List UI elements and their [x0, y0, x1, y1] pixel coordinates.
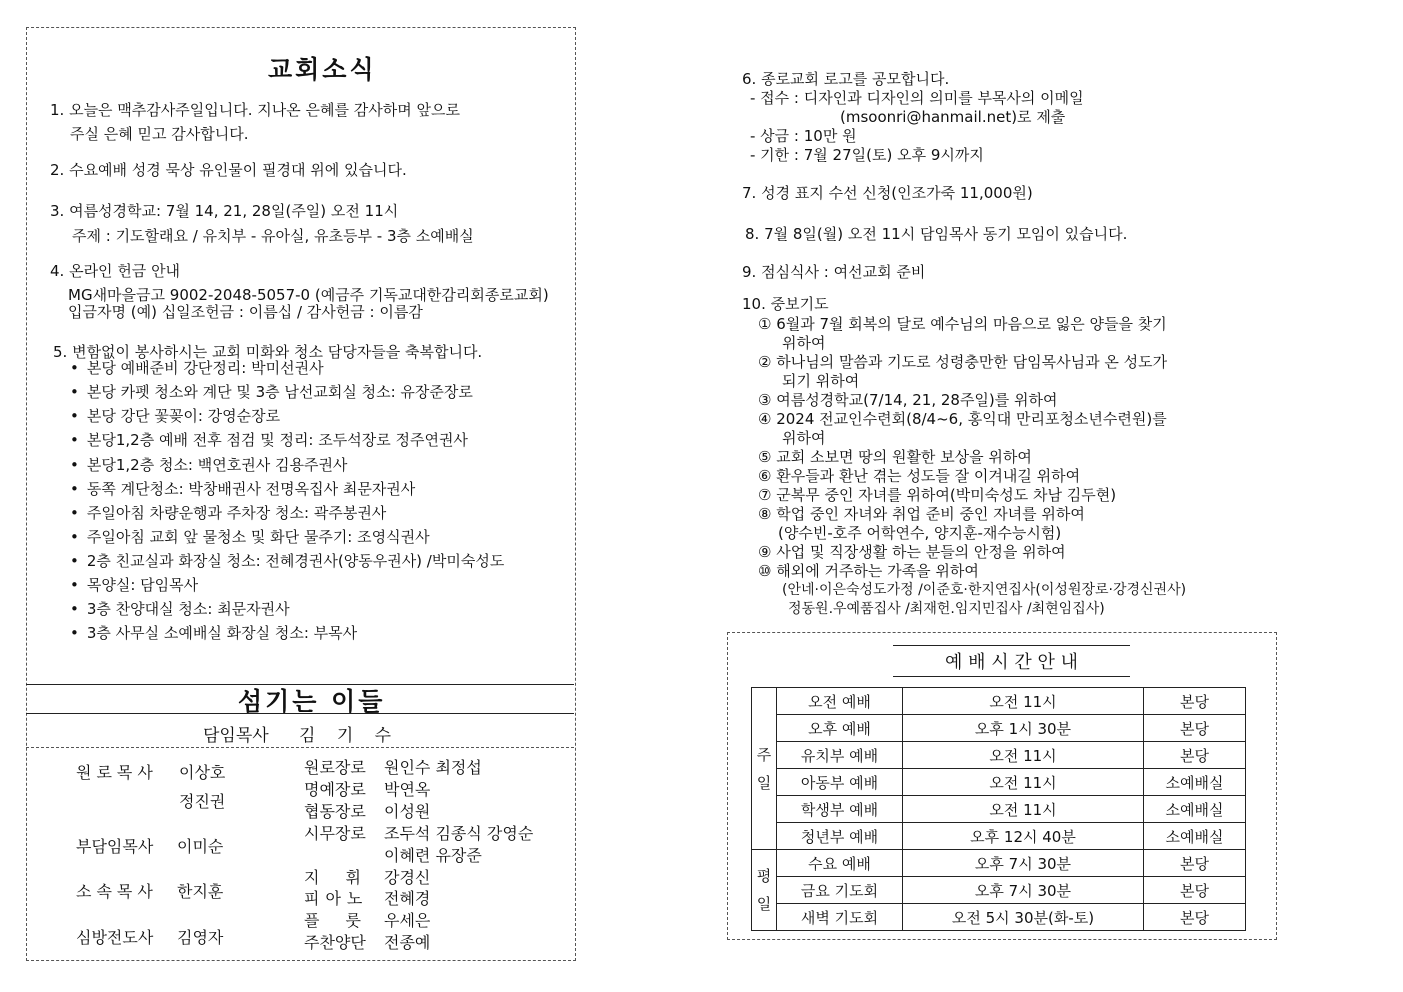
elder-honor-label: 명예장로	[304, 780, 366, 799]
service-name: 오전 예배	[777, 688, 903, 715]
service-time: 오후 1시 30분	[903, 715, 1144, 742]
service-time: 오전 11시	[903, 742, 1144, 769]
news-item-1-cont: 주실 은혜 믿고 감사합니다.	[70, 125, 249, 143]
staff-pastor-name: 한지훈	[177, 882, 224, 901]
visiting-evangelist-label: 심방전도사	[76, 928, 154, 947]
table-row	[752, 742, 1246, 769]
prayer-item: 위하여	[782, 334, 826, 352]
schedule-table	[751, 687, 1246, 931]
prayer-item: 위하여	[782, 429, 826, 447]
table-row	[752, 904, 1246, 931]
servants-divider-mid	[26, 713, 574, 714]
news-item-4: 4. 온라인 헌금 안내	[50, 262, 181, 280]
staff-pastor-label: 소속목사	[76, 882, 158, 901]
prayer-item: 정동원.우예품집사 /최재헌.임지민집사 /최현임집사)	[788, 601, 1105, 617]
volunteer-item: • 본당 강단 꽃꽂이: 강영순장로	[70, 407, 280, 426]
service-name: 새벽 기도회	[777, 904, 903, 931]
prayer-item: 되기 위하여	[782, 372, 860, 390]
schedule-title-rule-top	[893, 645, 1130, 646]
volunteer-item: • 주일아침 차량운행과 주차장 청소: 곽주봉권사	[70, 504, 386, 523]
pianist-label: 피아노	[304, 889, 369, 908]
volunteer-item: • 목양실: 담임목사	[70, 576, 198, 595]
prayer-item: ⑨ 사업 및 직장생활 하는 분들의 안정을 위하여	[758, 543, 1066, 561]
news-item-3: 3. 여름성경학교: 7월 14, 21, 28일(주일) 오전 11시	[50, 202, 399, 220]
elder-coop-names: 이성원	[384, 802, 431, 821]
news-item-7: 7. 성경 표지 수선 신청(인조가죽 11,000원)	[742, 184, 1033, 202]
news-item-10: 10. 중보기도	[742, 295, 829, 313]
volunteer-item: • 3층 사무실 소예배실 화장실 청소: 부목사	[70, 624, 357, 643]
service-time: 오후 7시 30분	[903, 877, 1144, 904]
service-time: 오후 12시 40분	[903, 823, 1144, 850]
elder-emeritus-label: 원로장로	[304, 758, 366, 777]
conductor-name: 강경신	[384, 868, 431, 887]
service-name: 금요 기도회	[777, 877, 903, 904]
service-time: 오후 7시 30분	[903, 850, 1144, 877]
service-place: 본당	[1144, 715, 1246, 742]
elder-active-label: 시무장로	[304, 824, 366, 843]
volunteer-item: • 주일아침 교회 앞 물청소 및 화단 물주기: 조영식권사	[70, 528, 430, 547]
schedule-title-rule-bottom	[893, 676, 1130, 677]
emeritus-pastor-name: 정진권	[179, 792, 226, 811]
service-time: 오전 11시	[903, 769, 1144, 796]
senior-pastor-name: 김 기 수	[299, 726, 400, 746]
news-item-6-submit: - 접수 : 디자인과 디자인의 의미를 부목사의 이메일	[750, 89, 1084, 107]
volunteer-item: • 동쪽 계단청소: 박창배권사 전명옥집사 최문자권사	[70, 480, 415, 499]
choir-label: 주찬양단	[304, 933, 366, 952]
associate-pastor-label: 부담임목사	[76, 837, 154, 856]
service-name: 오후 예배	[777, 715, 903, 742]
service-place: 본당	[1144, 904, 1246, 931]
service-place: 본당	[1144, 742, 1246, 769]
prayer-item: ① 6월과 7월 회복의 달로 예수님의 마음으로 잃은 양들을 찾기	[758, 315, 1167, 333]
senior-pastor-label: 담임목사	[203, 726, 269, 746]
table-row	[752, 823, 1246, 850]
table-row	[752, 796, 1246, 823]
service-name: 아동부 예배	[777, 769, 903, 796]
elder-active-names: 이혜련 유장준	[384, 846, 482, 865]
table-row	[752, 715, 1246, 742]
service-name: 청년부 예배	[777, 823, 903, 850]
news-item-6-email: (msoonri@hanmail.net)로 제출	[840, 108, 1066, 126]
news-item-6-prize: - 상금 : 10만 원	[750, 127, 857, 145]
visiting-evangelist-name: 김영자	[177, 928, 224, 947]
news-item-1: 1. 오늘은 맥추감사주일입니다. 지나온 은혜를 감사하며 앞으로	[50, 101, 460, 119]
flute-label: 플룻	[304, 911, 387, 930]
pianist-name: 전혜경	[384, 889, 431, 908]
service-place: 소예배실	[1144, 796, 1246, 823]
prayer-item: ③ 여름성경학교(7/14, 21, 28주일)를 위하여	[758, 391, 1058, 409]
service-time: 오전 11시	[903, 688, 1144, 715]
news-item-9: 9. 점심식사 : 여선교회 준비	[742, 263, 926, 281]
emeritus-pastor-name: 이상호	[179, 763, 226, 782]
prayer-item: ⑤ 교회 소보면 땅의 원활한 보상을 위하여	[758, 448, 1032, 466]
service-time: 오전 5시 30분(화-토)	[903, 904, 1144, 931]
news-item-4-account: MG새마을금고 9002-2048-5057-0 (예금주 기독교대한감리회종로교회)	[68, 286, 549, 304]
prayer-item: (양수빈-호주 어학연수, 양지훈-재수능시험)	[778, 524, 1062, 542]
service-name: 학생부 예배	[777, 796, 903, 823]
service-place: 본당	[1144, 850, 1246, 877]
prayer-item: ⑧ 학업 중인 자녀와 취업 준비 중인 자녀를 위하여	[758, 505, 1085, 523]
service-place: 소예배실	[1144, 769, 1246, 796]
news-item-6: 6. 종로교회 로고를 공모합니다.	[742, 70, 950, 88]
volunteer-item: • 2층 친교실과 화장실 청소: 전혜경권사(양동우권사) /박미숙성도	[70, 552, 504, 571]
emeritus-pastor-label: 원로목사	[76, 763, 158, 782]
news-item-5: 5. 변함없이 봉사하시는 교회 미화와 청소 담당자들을 축복합니다.	[53, 343, 483, 361]
associate-pastor-name: 이미순	[177, 837, 224, 856]
elder-honor-names: 박연옥	[384, 780, 431, 799]
prayer-item: ⑩ 해외에 거주하는 가족을 위하여	[758, 562, 979, 580]
volunteer-item: • 본당 예배준비 강단정리: 박미선권사	[70, 359, 324, 378]
table-row	[752, 850, 1246, 877]
prayer-item: ⑦ 군복무 중인 자녀를 위하여(박미숙성도 차남 김두현)	[758, 486, 1117, 504]
volunteer-item: • 본당1,2층 청소: 백연호권사 김용주권사	[70, 456, 347, 475]
service-place: 본당	[1144, 688, 1246, 715]
prayer-item: ② 하나님의 말씀과 기도로 성령충만한 담임목사님과 온 성도가	[758, 353, 1168, 371]
service-place: 본당	[1144, 877, 1246, 904]
prayer-item: ④ 2024 전교인수련회(8/4~6, 홍익대 만리포청소년수련원)를	[758, 410, 1167, 428]
flute-name: 우세은	[384, 911, 431, 930]
service-time: 오전 11시	[903, 796, 1144, 823]
news-item-2: 2. 수요예배 성경 묵상 유인물이 필경대 위에 있습니다.	[50, 161, 407, 179]
news-title: 교회소식	[268, 55, 377, 84]
conductor-label: 지휘	[304, 868, 387, 887]
service-name: 유치부 예배	[777, 742, 903, 769]
elder-coop-label: 협동장로	[304, 802, 366, 821]
volunteer-item: • 본당1,2층 예배 전후 점검 및 정리: 조두석장로 정주연권사	[70, 431, 468, 450]
elder-emeritus-names: 원인수 최정섭	[384, 758, 482, 777]
news-item-4-depositor: 입금자명 (예) 십일조헌금 : 이름십 / 감사헌금 : 이름감	[68, 303, 423, 321]
prayer-item: (안네·이은숙성도가정 /이준호·한지연집사(이성원장로·강경신권사)	[782, 582, 1187, 598]
servants-title: 섬기는 이들	[238, 687, 386, 716]
volunteer-item: • 본당 카펫 청소와 계단 및 3층 남선교회실 청소: 유장준장로	[70, 383, 473, 402]
table-row	[752, 688, 1246, 715]
news-item-3-theme: 주제 : 기도할래요 / 유치부 - 유아실, 유초등부 - 3층 소예배실	[72, 227, 474, 245]
sunday-group-label: 주 일	[752, 688, 777, 850]
weekday-group-label: 평 일	[752, 850, 777, 931]
service-name: 수요 예배	[777, 850, 903, 877]
schedule-title: 예 배 시 간 안 내	[945, 652, 1078, 673]
news-item-6-deadline: - 기한 : 7월 27일(토) 오후 9시까지	[750, 146, 984, 164]
servants-divider-bottom	[26, 747, 574, 748]
prayer-item: ⑥ 환우들과 환난 겪는 성도들 잘 이겨내길 위하여	[758, 467, 1081, 485]
table-row	[752, 769, 1246, 796]
volunteer-item: • 3층 찬양대실 청소: 최문자권사	[70, 600, 290, 619]
choir-name: 전종예	[384, 933, 431, 952]
elder-active-names: 조두석 김종식 강영순	[384, 824, 534, 843]
news-item-8: 8. 7월 8일(월) 오전 11시 담임목사 동기 모임이 있습니다.	[745, 225, 1128, 243]
service-place: 소예배실	[1144, 823, 1246, 850]
table-row	[752, 877, 1246, 904]
